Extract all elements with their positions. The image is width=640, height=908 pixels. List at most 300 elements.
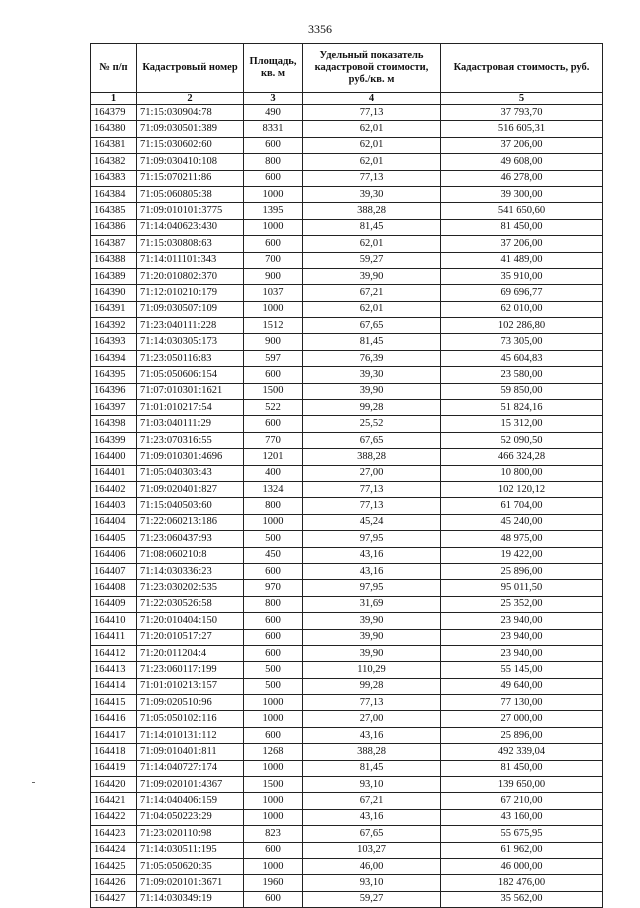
row-index: 164406 xyxy=(91,547,137,563)
table-row xyxy=(91,481,603,497)
cadastral-number: 71:07:010301:1621 xyxy=(137,383,244,399)
table-row xyxy=(91,301,603,317)
row-index: 164384 xyxy=(91,186,137,202)
cadastral-number: 71:09:010401:811 xyxy=(137,744,244,760)
table-row xyxy=(91,105,603,121)
unit-value: 39,30 xyxy=(303,367,441,383)
area: 770 xyxy=(244,432,303,448)
column-number: 1 xyxy=(91,93,137,105)
unit-value: 59,27 xyxy=(303,252,441,268)
row-index: 164388 xyxy=(91,252,137,268)
table-row xyxy=(91,367,603,383)
cadastral-value: 102 286,80 xyxy=(441,318,603,334)
row-index: 164404 xyxy=(91,514,137,530)
cadastral-value: 61 962,00 xyxy=(441,842,603,858)
cadastral-value: 25 896,00 xyxy=(441,563,603,579)
unit-value: 59,27 xyxy=(303,891,441,907)
area: 500 xyxy=(244,662,303,678)
cadastral-value: 25 352,00 xyxy=(441,596,603,612)
cadastral-number: 71:08:060210:8 xyxy=(137,547,244,563)
table-row xyxy=(91,400,603,416)
unit-value: 45,24 xyxy=(303,514,441,530)
row-index: 164387 xyxy=(91,236,137,252)
row-index: 164413 xyxy=(91,662,137,678)
cadastral-number: 71:09:030507:109 xyxy=(137,301,244,317)
table-row xyxy=(91,858,603,874)
table-row xyxy=(91,695,603,711)
area: 1500 xyxy=(244,777,303,793)
table-row xyxy=(91,318,603,334)
cadastral-value: 49 608,00 xyxy=(441,154,603,170)
row-index: 164396 xyxy=(91,383,137,399)
header-row xyxy=(91,44,603,93)
cadastral-value: 46 000,00 xyxy=(441,858,603,874)
area: 600 xyxy=(244,645,303,661)
row-index: 164409 xyxy=(91,596,137,612)
row-index: 164411 xyxy=(91,629,137,645)
area: 900 xyxy=(244,268,303,284)
cadastral-number: 71:12:010210:179 xyxy=(137,285,244,301)
cadastral-value: 69 696,77 xyxy=(441,285,603,301)
unit-value: 39,90 xyxy=(303,383,441,399)
row-index: 164418 xyxy=(91,744,137,760)
unit-value: 97,95 xyxy=(303,580,441,596)
cadastral-value: 49 640,00 xyxy=(441,678,603,694)
unit-value: 62,01 xyxy=(303,154,441,170)
table-row xyxy=(91,334,603,350)
unit-value: 388,28 xyxy=(303,449,441,465)
cadastral-number: 71:14:010131:112 xyxy=(137,727,244,743)
unit-value: 99,28 xyxy=(303,678,441,694)
cadastral-value: 51 824,16 xyxy=(441,400,603,416)
row-index: 164423 xyxy=(91,826,137,842)
table-row xyxy=(91,547,603,563)
unit-value: 77,13 xyxy=(303,695,441,711)
cadastral-number: 71:23:020110:98 xyxy=(137,826,244,842)
cadastral-number: 71:15:070211:86 xyxy=(137,170,244,186)
unit-value: 43,16 xyxy=(303,563,441,579)
table-row xyxy=(91,268,603,284)
row-index: 164380 xyxy=(91,121,137,137)
row-index: 164419 xyxy=(91,760,137,776)
cadastral-number: 71:20:010404:150 xyxy=(137,613,244,629)
cadastral-number: 71:22:030526:58 xyxy=(137,596,244,612)
row-index: 164414 xyxy=(91,678,137,694)
row-index: 164395 xyxy=(91,367,137,383)
area: 1000 xyxy=(244,711,303,727)
cadastral-number: 71:23:060437:93 xyxy=(137,531,244,547)
area: 1000 xyxy=(244,514,303,530)
row-index: 164393 xyxy=(91,334,137,350)
cadastral-value: 102 120,12 xyxy=(441,481,603,497)
unit-value: 31,69 xyxy=(303,596,441,612)
unit-value: 39,30 xyxy=(303,186,441,202)
cadastral-number: 71:14:040727:174 xyxy=(137,760,244,776)
table-row xyxy=(91,285,603,301)
row-index: 164383 xyxy=(91,170,137,186)
table-row xyxy=(91,629,603,645)
cadastral-value: 48 975,00 xyxy=(441,531,603,547)
cadastral-value: 45 240,00 xyxy=(441,514,603,530)
table-row xyxy=(91,645,603,661)
cadastral-number: 71:20:010517:27 xyxy=(137,629,244,645)
cadastral-value: 41 489,00 xyxy=(441,252,603,268)
area: 490 xyxy=(244,105,303,121)
cadastral-number: 71:04:050223:29 xyxy=(137,809,244,825)
cadastral-number: 71:23:040111:228 xyxy=(137,318,244,334)
area: 1395 xyxy=(244,203,303,219)
cadastral-value: 77 130,00 xyxy=(441,695,603,711)
row-index: 164405 xyxy=(91,531,137,547)
cadastral-value: 23 940,00 xyxy=(441,613,603,629)
unit-value: 67,21 xyxy=(303,793,441,809)
row-index: 164412 xyxy=(91,645,137,661)
area: 1512 xyxy=(244,318,303,334)
table-row xyxy=(91,432,603,448)
table-row xyxy=(91,350,603,366)
unit-value: 62,01 xyxy=(303,121,441,137)
table-row xyxy=(91,514,603,530)
row-index: 164398 xyxy=(91,416,137,432)
cadastral-value: 43 160,00 xyxy=(441,809,603,825)
cadastral-number: 71:15:040503:60 xyxy=(137,498,244,514)
cadastral-value: 61 704,00 xyxy=(441,498,603,514)
unit-value: 39,90 xyxy=(303,629,441,645)
table-row xyxy=(91,203,603,219)
column-number: 2 xyxy=(137,93,244,105)
cadastral-number: 71:23:050116:83 xyxy=(137,350,244,366)
row-index: 164392 xyxy=(91,318,137,334)
table-row xyxy=(91,236,603,252)
row-index: 164424 xyxy=(91,842,137,858)
row-index: 164390 xyxy=(91,285,137,301)
cadastral-number: 71:20:010802:370 xyxy=(137,268,244,284)
cadastral-value: 67 210,00 xyxy=(441,793,603,809)
cadastral-value: 139 650,00 xyxy=(441,777,603,793)
area: 1000 xyxy=(244,301,303,317)
area: 1000 xyxy=(244,793,303,809)
area: 600 xyxy=(244,416,303,432)
unit-value: 27,00 xyxy=(303,465,441,481)
cadastral-value: 73 305,00 xyxy=(441,334,603,350)
cadastral-number: 71:15:030602:60 xyxy=(137,137,244,153)
row-index: 164385 xyxy=(91,203,137,219)
cadastral-value: 55 675,95 xyxy=(441,826,603,842)
row-index: 164379 xyxy=(91,105,137,121)
table-row xyxy=(91,842,603,858)
table-row xyxy=(91,498,603,514)
cadastral-value: 23 580,00 xyxy=(441,367,603,383)
table-row xyxy=(91,613,603,629)
row-index: 164382 xyxy=(91,154,137,170)
cadastral-number: 71:14:040406:159 xyxy=(137,793,244,809)
cadastral-value: 541 650,60 xyxy=(441,203,603,219)
cadastral-number: 71:23:060117:199 xyxy=(137,662,244,678)
area: 600 xyxy=(244,137,303,153)
area: 600 xyxy=(244,842,303,858)
column-number: 5 xyxy=(441,93,603,105)
cadastral-number: 71:09:010101:3775 xyxy=(137,203,244,219)
unit-value: 110,29 xyxy=(303,662,441,678)
cadastral-value: 466 324,28 xyxy=(441,449,603,465)
area: 400 xyxy=(244,465,303,481)
cadastral-value: 37 793,70 xyxy=(441,105,603,121)
unit-value: 81,45 xyxy=(303,219,441,235)
area: 600 xyxy=(244,891,303,907)
row-index: 164401 xyxy=(91,465,137,481)
unit-value: 81,45 xyxy=(303,334,441,350)
row-index: 164402 xyxy=(91,481,137,497)
area: 600 xyxy=(244,613,303,629)
area: 700 xyxy=(244,252,303,268)
unit-value: 27,00 xyxy=(303,711,441,727)
unit-value: 76,39 xyxy=(303,350,441,366)
area: 1201 xyxy=(244,449,303,465)
table-row xyxy=(91,465,603,481)
row-index: 164427 xyxy=(91,891,137,907)
cadastral-number: 71:20:011204:4 xyxy=(137,645,244,661)
table-row xyxy=(91,760,603,776)
cadastral-number: 71:09:030410:108 xyxy=(137,154,244,170)
cadastral-value: 81 450,00 xyxy=(441,760,603,776)
table-row xyxy=(91,711,603,727)
cadastral-value: 46 278,00 xyxy=(441,170,603,186)
row-index: 164421 xyxy=(91,793,137,809)
area: 597 xyxy=(244,350,303,366)
area: 450 xyxy=(244,547,303,563)
table-row xyxy=(91,678,603,694)
unit-value: 25,52 xyxy=(303,416,441,432)
area: 1500 xyxy=(244,383,303,399)
table-row xyxy=(91,449,603,465)
cadastral-number: 71:09:020101:3671 xyxy=(137,875,244,891)
row-index: 164391 xyxy=(91,301,137,317)
cadastral-value: 59 850,00 xyxy=(441,383,603,399)
table-row xyxy=(91,891,603,907)
table-row xyxy=(91,531,603,547)
area: 1000 xyxy=(244,760,303,776)
cadastral-number: 71:09:010301:4696 xyxy=(137,449,244,465)
unit-value: 43,16 xyxy=(303,727,441,743)
table-row xyxy=(91,596,603,612)
cadastral-number: 71:05:050102:116 xyxy=(137,711,244,727)
cadastral-value: 37 206,00 xyxy=(441,137,603,153)
area: 8331 xyxy=(244,121,303,137)
table-row xyxy=(91,662,603,678)
area: 1960 xyxy=(244,875,303,891)
table-row xyxy=(91,777,603,793)
area: 1000 xyxy=(244,695,303,711)
area: 800 xyxy=(244,596,303,612)
unit-value: 77,13 xyxy=(303,498,441,514)
table-row xyxy=(91,826,603,842)
unit-value: 77,13 xyxy=(303,481,441,497)
cadastral-value: 23 940,00 xyxy=(441,645,603,661)
cadastral-value: 27 000,00 xyxy=(441,711,603,727)
cadastral-value-table xyxy=(90,43,603,908)
area: 900 xyxy=(244,334,303,350)
area: 1000 xyxy=(244,858,303,874)
cadastral-number: 71:05:050606:154 xyxy=(137,367,244,383)
page-number: 3356 xyxy=(308,22,332,36)
area: 1000 xyxy=(244,809,303,825)
area: 500 xyxy=(244,678,303,694)
header-cadastral-number: Кадастровый номер xyxy=(137,44,244,93)
row-index: 164397 xyxy=(91,400,137,416)
unit-value: 46,00 xyxy=(303,858,441,874)
header-cadastral-value: Кадастровая стоимость, руб. xyxy=(441,44,603,93)
row-index: 164400 xyxy=(91,449,137,465)
row-index: 164399 xyxy=(91,432,137,448)
cadastral-value: 492 339,04 xyxy=(441,744,603,760)
cadastral-number: 71:14:011101:343 xyxy=(137,252,244,268)
cadastral-value: 182 476,00 xyxy=(441,875,603,891)
cadastral-value: 25 896,00 xyxy=(441,727,603,743)
table-row xyxy=(91,186,603,202)
row-index: 164425 xyxy=(91,858,137,874)
header-area: Площадь, кв. м xyxy=(244,44,303,93)
cadastral-value: 81 450,00 xyxy=(441,219,603,235)
cadastral-value: 516 605,31 xyxy=(441,121,603,137)
row-index: 164420 xyxy=(91,777,137,793)
area: 600 xyxy=(244,629,303,645)
table-row xyxy=(91,154,603,170)
cadastral-number: 71:22:060213:186 xyxy=(137,514,244,530)
row-index: 164410 xyxy=(91,613,137,629)
unit-value: 39,90 xyxy=(303,268,441,284)
row-index: 164407 xyxy=(91,563,137,579)
cadastral-number: 71:15:030904:78 xyxy=(137,105,244,121)
table-row xyxy=(91,416,603,432)
unit-value: 99,28 xyxy=(303,400,441,416)
cadastral-value: 35 562,00 xyxy=(441,891,603,907)
cadastral-number: 71:05:050620:35 xyxy=(137,858,244,874)
cadastral-value: 19 422,00 xyxy=(441,547,603,563)
area: 500 xyxy=(244,531,303,547)
row-index: 164417 xyxy=(91,727,137,743)
area: 1000 xyxy=(244,219,303,235)
area: 600 xyxy=(244,563,303,579)
unit-value: 43,16 xyxy=(303,547,441,563)
row-index: 164389 xyxy=(91,268,137,284)
cadastral-number: 71:09:020401:827 xyxy=(137,481,244,497)
area: 1000 xyxy=(244,186,303,202)
cadastral-value: 45 604,83 xyxy=(441,350,603,366)
header-unit-value: Удельный показатель кадастровой стоимости, руб./кв. м xyxy=(303,44,441,93)
table-row xyxy=(91,809,603,825)
unit-value: 81,45 xyxy=(303,760,441,776)
row-index: 164408 xyxy=(91,580,137,596)
area: 600 xyxy=(244,727,303,743)
unit-value: 388,28 xyxy=(303,744,441,760)
cadastral-value: 55 145,00 xyxy=(441,662,603,678)
unit-value: 62,01 xyxy=(303,236,441,252)
table-body xyxy=(91,105,603,908)
cadastral-number: 71:14:040623:430 xyxy=(137,219,244,235)
cadastral-number: 71:01:010217:54 xyxy=(137,400,244,416)
column-number: 3 xyxy=(244,93,303,105)
cadastral-number: 71:14:030511:195 xyxy=(137,842,244,858)
table-row xyxy=(91,793,603,809)
cadastral-number: 71:01:010213:157 xyxy=(137,678,244,694)
area: 600 xyxy=(244,236,303,252)
row-index: 164416 xyxy=(91,711,137,727)
table-row xyxy=(91,563,603,579)
row-index: 164394 xyxy=(91,350,137,366)
cadastral-number: 71:09:020101:4367 xyxy=(137,777,244,793)
cadastral-value: 62 010,00 xyxy=(441,301,603,317)
unit-value: 93,10 xyxy=(303,777,441,793)
cadastral-value: 10 800,00 xyxy=(441,465,603,481)
column-number: 4 xyxy=(303,93,441,105)
row-index: 164381 xyxy=(91,137,137,153)
unit-value: 77,13 xyxy=(303,105,441,121)
unit-value: 39,90 xyxy=(303,645,441,661)
area: 1268 xyxy=(244,744,303,760)
cadastral-number: 71:15:030808:63 xyxy=(137,236,244,252)
unit-value: 62,01 xyxy=(303,301,441,317)
unit-value: 62,01 xyxy=(303,137,441,153)
cadastral-value: 23 940,00 xyxy=(441,629,603,645)
unit-value: 67,65 xyxy=(303,318,441,334)
cadastral-value: 35 910,00 xyxy=(441,268,603,284)
table-row xyxy=(91,875,603,891)
table-row xyxy=(91,727,603,743)
cadastral-number: 71:09:020510:96 xyxy=(137,695,244,711)
cadastral-number: 71:09:030501:389 xyxy=(137,121,244,137)
unit-value: 388,28 xyxy=(303,203,441,219)
row-index: 164403 xyxy=(91,498,137,514)
area: 600 xyxy=(244,367,303,383)
area: 600 xyxy=(244,170,303,186)
unit-value: 77,13 xyxy=(303,170,441,186)
area: 800 xyxy=(244,498,303,514)
cadastral-number: 71:23:070316:55 xyxy=(137,432,244,448)
cadastral-number: 71:05:040303:43 xyxy=(137,465,244,481)
area: 1037 xyxy=(244,285,303,301)
table-row xyxy=(91,252,603,268)
column-number-row xyxy=(91,93,603,105)
unit-value: 103,27 xyxy=(303,842,441,858)
cadastral-number: 71:14:030349:19 xyxy=(137,891,244,907)
row-index: 164386 xyxy=(91,219,137,235)
unit-value: 39,90 xyxy=(303,613,441,629)
unit-value: 67,65 xyxy=(303,826,441,842)
row-index: 164415 xyxy=(91,695,137,711)
table-row xyxy=(91,383,603,399)
table-row xyxy=(91,137,603,153)
table-row xyxy=(91,744,603,760)
row-index: 164426 xyxy=(91,875,137,891)
cadastral-number: 71:14:030336:23 xyxy=(137,563,244,579)
unit-value: 67,65 xyxy=(303,432,441,448)
area: 522 xyxy=(244,400,303,416)
area: 800 xyxy=(244,154,303,170)
area: 823 xyxy=(244,826,303,842)
unit-value: 93,10 xyxy=(303,875,441,891)
cadastral-number: 71:05:060805:38 xyxy=(137,186,244,202)
table-row xyxy=(91,121,603,137)
header-index: № п/п xyxy=(91,44,137,93)
cadastral-value: 15 312,00 xyxy=(441,416,603,432)
area: 970 xyxy=(244,580,303,596)
cadastral-value: 39 300,00 xyxy=(441,186,603,202)
table-row xyxy=(91,170,603,186)
cadastral-value: 95 011,50 xyxy=(441,580,603,596)
row-index: 164422 xyxy=(91,809,137,825)
cadastral-number: 71:14:030305:173 xyxy=(137,334,244,350)
cadastral-number: 71:23:030202:535 xyxy=(137,580,244,596)
